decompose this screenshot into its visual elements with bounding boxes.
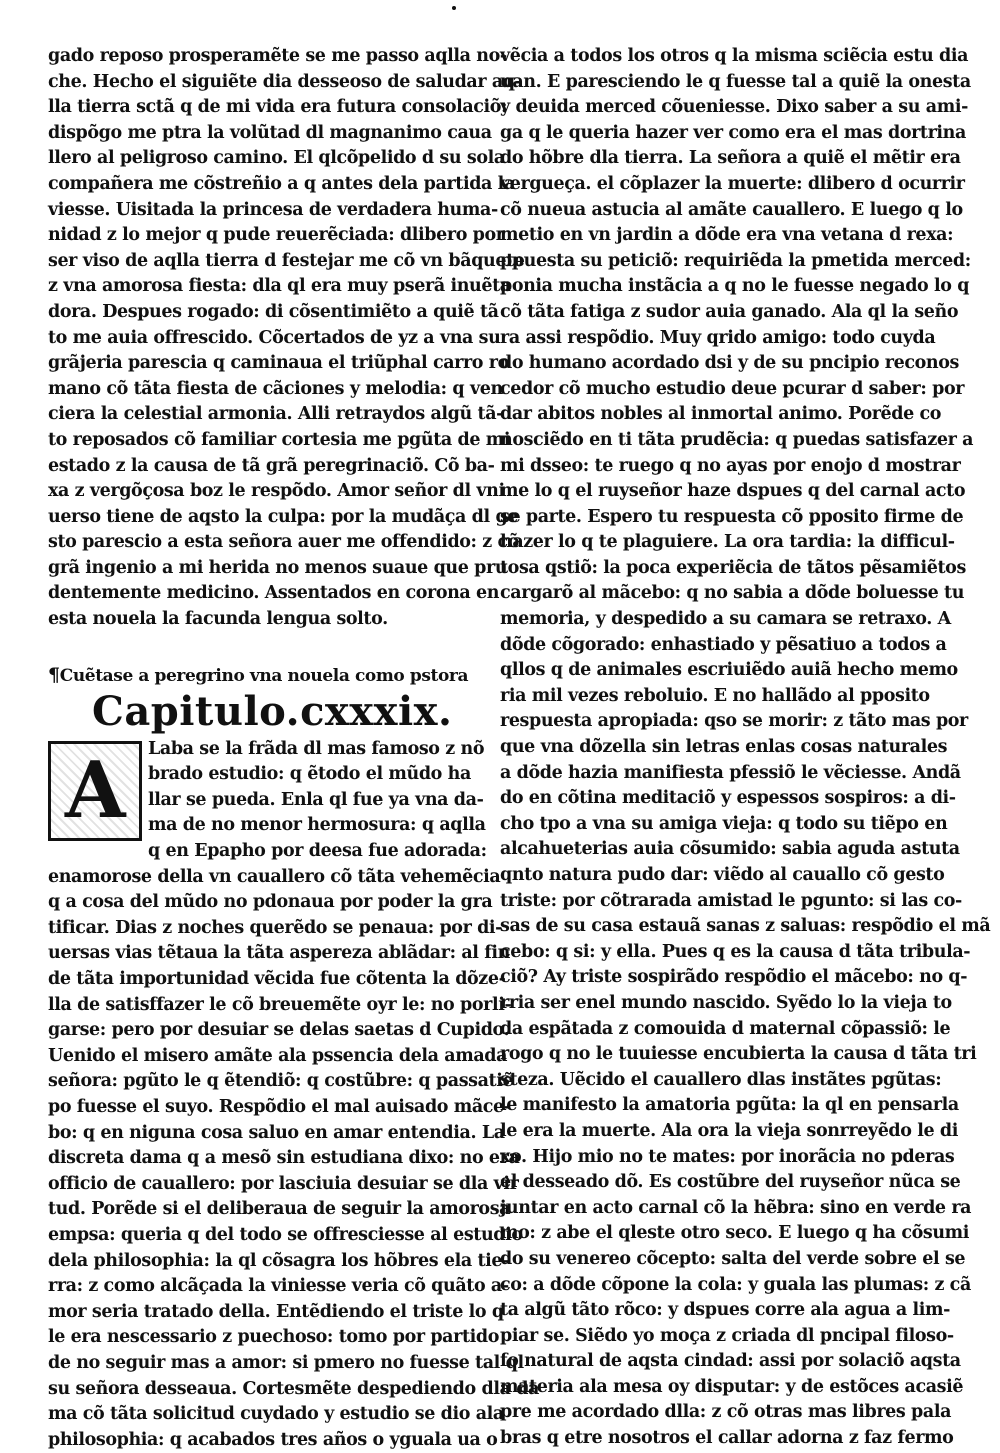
text-line: respuesta apropiada: qso se morir: z tãto mas por (500, 711, 968, 732)
text-line: dentemente medicino. Assentados en corona en (48, 583, 500, 604)
text-line: steza. Uẽcido el cauallero dlas instãtes pgũtas: (500, 1069, 942, 1090)
text-line: xo. Hijo mio no te mates: por inorãcia no pderas (500, 1146, 955, 1167)
text-line: Uenido el misero amãte ala pssencia dela amada (48, 1045, 508, 1066)
text-line: z vna amorosa fiesta: dla ql era muy pserã inuẽta (48, 276, 511, 297)
left-column (48, 44, 539, 1453)
text-line: uerso tiene de aqsto la culpa: por la mudãça dl ge (48, 506, 519, 527)
text-line: dela philosophia: la ql cõsagra los hõbres ela tie- (48, 1250, 510, 1271)
text-line: cõ nueua astucia al amãte cauallero. E luego q lo (500, 199, 963, 220)
text-line: do en cõtina meditaciõ y espessos sospiros: a di- (500, 788, 956, 809)
text-line: piar se. Siẽdo yo moça z criada dl pncipal filoso- (500, 1325, 954, 1346)
text-line: qllos q de animales escriuiẽdo auiã hecho memo (500, 660, 958, 681)
text-line: nidad z lo mejor q pude reuerẽciada: dlibero por (48, 225, 505, 246)
text-line: empsa: queria q del todo se offresciesse al estudio (48, 1224, 523, 1245)
text-line: po fuesse el suyo. Respõdio el mal auisado mãce- (48, 1097, 511, 1117)
text-line: viesse. Uisitada la princesa de verdadera huma- (48, 199, 498, 220)
text-line: pre me acordado dlla: z cõ otras mas libres pala (500, 1402, 952, 1423)
text-line: dispõgo me ptra la volũtad dl magnanimo caua (48, 122, 492, 143)
text-line: do su venereo cõcepto: salta del verde sobre el se (500, 1248, 966, 1269)
text-line: cedor cõ mucho estudio deue pcurar d saber: por (500, 378, 965, 399)
text-line: to me auia offrescido. Cõcertados de yz a vna su (48, 327, 501, 348)
text-line: do hõbre dla tierra. La señora a quiẽ el mẽtir era (500, 148, 961, 169)
text-line: sto parescio a esta señora auer me offendido: z cõ (48, 532, 520, 553)
text-line: brado estudio: q ẽtodo el mũdo ha (148, 764, 471, 785)
text-line: estado z la causa de tã grã peregrinaciõ. Cõ ba- (48, 455, 495, 476)
text-line: cebo: q si: y ella. Pues q es la causa d tãta tribula- (500, 941, 971, 962)
text-line: tosa qstiõ: la poca experiẽcia de tãtos pẽsamiẽtos (500, 557, 966, 578)
text-line: ma cõ tãta solicitud cuydado y estudio se dio ala (48, 1404, 504, 1425)
text-line: officio de cauallero: por lasciuia desuiar se dla vir (48, 1173, 519, 1194)
text-line: to reposados cõ familiar cortesia me pgũta de mi (48, 429, 511, 450)
text-line: grãjeria parescia q caminaua el triũphal carro ro (48, 353, 509, 374)
text-line: a dõde hazia manifiesta pfessiõ le vẽciesse. Andã (500, 762, 961, 783)
text-line: ria mil vezes reboluio. E no hallãdo al pposito (500, 685, 930, 706)
text-line: de no seguir mas a amor: si pmero no fuesse tal ql (48, 1352, 524, 1373)
text-line: tificar. Dias z noches querẽdo se penaua: por di- (48, 917, 503, 938)
text-line: de tãta importunidad vẽcida fue cõtenta la dõze- (48, 969, 506, 990)
text-line: le manifesto la amatoria pgũta: la ql en pensarla (500, 1095, 959, 1116)
text-line: me lo q el ruyseñor haze dspues q del carnal acto (500, 481, 966, 502)
text-line: co: a dõde cõpone la cola: y guala las plumas: z cã (500, 1274, 971, 1295)
text-line: fo natural de aqsta cindad: assi por solaciõ aqsta (500, 1351, 961, 1372)
text-line: dar abitos nobles al inmortal animo. Porẽde co (500, 404, 942, 425)
text-line: nosciẽdo en ti tãta prudẽcia: q puedas satisfazer a (500, 429, 974, 450)
ink-mark (452, 6, 456, 10)
text-line: memoria, y despedido a su camara se retraxo. A (500, 609, 951, 630)
left-column-paragraph-bottom (48, 890, 539, 1453)
text-line: señora: pgũto le q ẽtendiõ: q costũbre: q passatiẽ (48, 1071, 514, 1092)
left-column-paragraph-top (48, 44, 525, 633)
initial-adjacent-lines (48, 737, 501, 891)
text-line: mano cõ tãta fiesta de cãciones y melodia: q ven (48, 378, 503, 399)
text-line: vẽcia a todos los otros q la misma sciẽcia estu dia (500, 46, 969, 66)
text-line: ciera la celestial armonia. Alli retraydos algũ tã- (48, 404, 504, 425)
text-line: cargarõ al mãcebo: q no sabia a dõde boluesse tu (500, 583, 965, 604)
text-line: do humano acordado dsi y de su pncipio reconos (500, 353, 959, 374)
text-line: ta algũ tãto rõco: y dspues corre ala agua a lim- (500, 1300, 951, 1321)
text-line: metio en vn jardin a dõde era vna vetana d rexa: (500, 225, 954, 246)
text-line: rra: z como alcãçada la viniesse veria cõ quãto a- (48, 1276, 509, 1297)
text-line: bo: q en niguna cosa saluo en amar entendia. La (48, 1122, 505, 1143)
text-line: le era la muerte. Ala ora la vieja sonrreyẽdo le di (500, 1120, 958, 1141)
text-line: sas de su casa estauã sanas z saluas: respõdio el mã (500, 916, 991, 937)
text-line: gado reposo prosperamẽte se me passo aqlla no- (48, 46, 507, 66)
right-column (500, 44, 991, 1452)
text-line: cho tpo a vna su amiga vieja: q todo su tiẽpo en (500, 813, 948, 834)
text-line: enamorose della vn cauallero cõ tãta vehemẽcia (48, 866, 501, 887)
text-line: uan. E paresciendo le q fuesse tal a quiẽ la onesta (500, 71, 971, 92)
text-line: se parte. Espero tu respuesta cõ pposito firme de (500, 506, 964, 527)
text-line: ser viso de aqlla tierra d festejar me cõ vn bãquete (48, 250, 525, 271)
text-line: dõde cõgorado: enhastiado y pẽsatiuo a todos a (500, 634, 947, 655)
text-line: hazer lo q te plaguiere. La ora tardia: la difficul- (500, 532, 955, 553)
text-line: compañera me cõstreñio a q antes dela partida la (48, 173, 515, 194)
text-line: le era nescessario z puechoso: tomo por partido (48, 1327, 499, 1348)
text-line: ga q le queria hazer ver como era el mas dortrina (500, 122, 966, 143)
text-line: grã ingenio a mi herida no menos suaue que pru (48, 557, 508, 578)
text-line: lla tierra sctã q de mi vida era futura consolaciõ: (48, 97, 508, 118)
text-line: q en Epapho por deesa fue adorada: (148, 841, 487, 862)
text-line: q a cosa del mũdo no pdonaua por poder la gra (48, 892, 493, 913)
text-line: garse: pero por desuiar se delas saetas d Cupido. (48, 1020, 510, 1041)
text-line: materia ala mesa oy disputar: y de estõces acasiẽ (500, 1376, 964, 1397)
text-line: ponia mucha instãcia a q no le fuesse negado lo q (500, 276, 970, 297)
pilcrow-icon: ​¶ (48, 663, 60, 686)
section-gap (48, 633, 468, 663)
text-line: tud. Porẽde si el deliberaua de seguir la amorosa (48, 1199, 511, 1220)
text-line: cõ tãta fatiga z sudor auia ganado. Ala ql la seño (500, 301, 959, 322)
text-line: rogo q no le tuuiesse encubierta la causa d tãta tri (500, 1044, 977, 1065)
text-line: dora. Despues rogado: di cõsentimiẽto a quiẽ tã (48, 301, 499, 322)
text-line: bras q etre nosotros el callar adorna z faz fermo (500, 1428, 954, 1449)
text-line: rria ser enel mundo nascido. Syẽdo lo la vieja to (500, 992, 952, 1013)
text-line: xa z vergõçosa boz le respõdo. Amor señor dl vni (48, 481, 505, 502)
chapter-opening (48, 737, 501, 891)
chapter-heading: Capitulo.cxxxix. (92, 687, 453, 735)
text-line: y deuida merced cõueniesse. Dixo saber a su ami- (500, 97, 968, 118)
text-line: llero al peligroso camino. El qlcõpelido d su sola (48, 148, 505, 169)
text-line: mi dsseo: te ruego q no ayas por enojo d mostrar (500, 455, 961, 476)
text-line: da espãtada z comouida d maternal cõpassiõ: le (500, 1018, 951, 1039)
text-line: ma de no menor hermosura: q aqlla (148, 815, 486, 836)
text-line: que vna dõzella sin letras enlas cosas naturales (500, 737, 948, 758)
text-line: alcahueterias auia cõsumido: sabia aguda astuta (500, 839, 960, 860)
text-line: discreta dama q a mesõ sin estudiana dixo: no era (48, 1148, 520, 1169)
text-line: uersas vias tẽtaua la tãta aspereza ablãdar: al fin (48, 943, 510, 964)
text-line: esta nouela la facunda lengua solto. (48, 609, 388, 630)
text-line: mor seria tratado della. Entẽdiendo el triste lo q (48, 1301, 504, 1322)
text-line: philosophia: q acabados tres años o yguala ua o (48, 1429, 498, 1450)
decorated-initial: A (48, 741, 142, 841)
text-line: lla de satisffazer le cõ breuemẽte oyr le: no porli- (48, 994, 512, 1015)
text-line: ciõ? Ay triste sospirãdo respõdio el mãcebo: no q- (500, 967, 968, 988)
text-line: ra assi respõdio. Muy qrido amigo: todo cuyda (500, 327, 936, 348)
text-line: su señora desseaua. Cortesmẽte despediendo dla da (48, 1378, 539, 1399)
text-line: ppuesta su peticiõ: requiriẽda la pmetida merced: (500, 250, 971, 271)
text-line: Laba se la frãda dl mas famoso z nõ (148, 738, 485, 759)
text-line: mo: z abe el qleste otro seco. E luego q ha cõsumi (500, 1223, 970, 1244)
text-line: che. Hecho el siguiẽte dia desseoso de saludar aq- (48, 71, 522, 92)
text-line: el desseado dõ. Es costũbre del ruyseñor nũca se (500, 1172, 961, 1193)
text-line: qnto natura pudo dar: viẽdo al cauallo cõ gesto (500, 865, 945, 885)
text-line: juntar en acto carnal cõ la hẽbra: sino en verde ra (500, 1197, 972, 1218)
text-line: triste: por cõtrarada amistad le pgunto: si las co- (500, 890, 962, 911)
text-line: llar se pueda. Enla ql fue ya vna da- (148, 789, 484, 810)
chapter-rubric: ​¶Cuẽtase a peregrino vna nouela como pstora (48, 663, 469, 686)
text-line: vergueça. el cõplazer la muerte: dlibero d ocurrir (500, 173, 965, 194)
